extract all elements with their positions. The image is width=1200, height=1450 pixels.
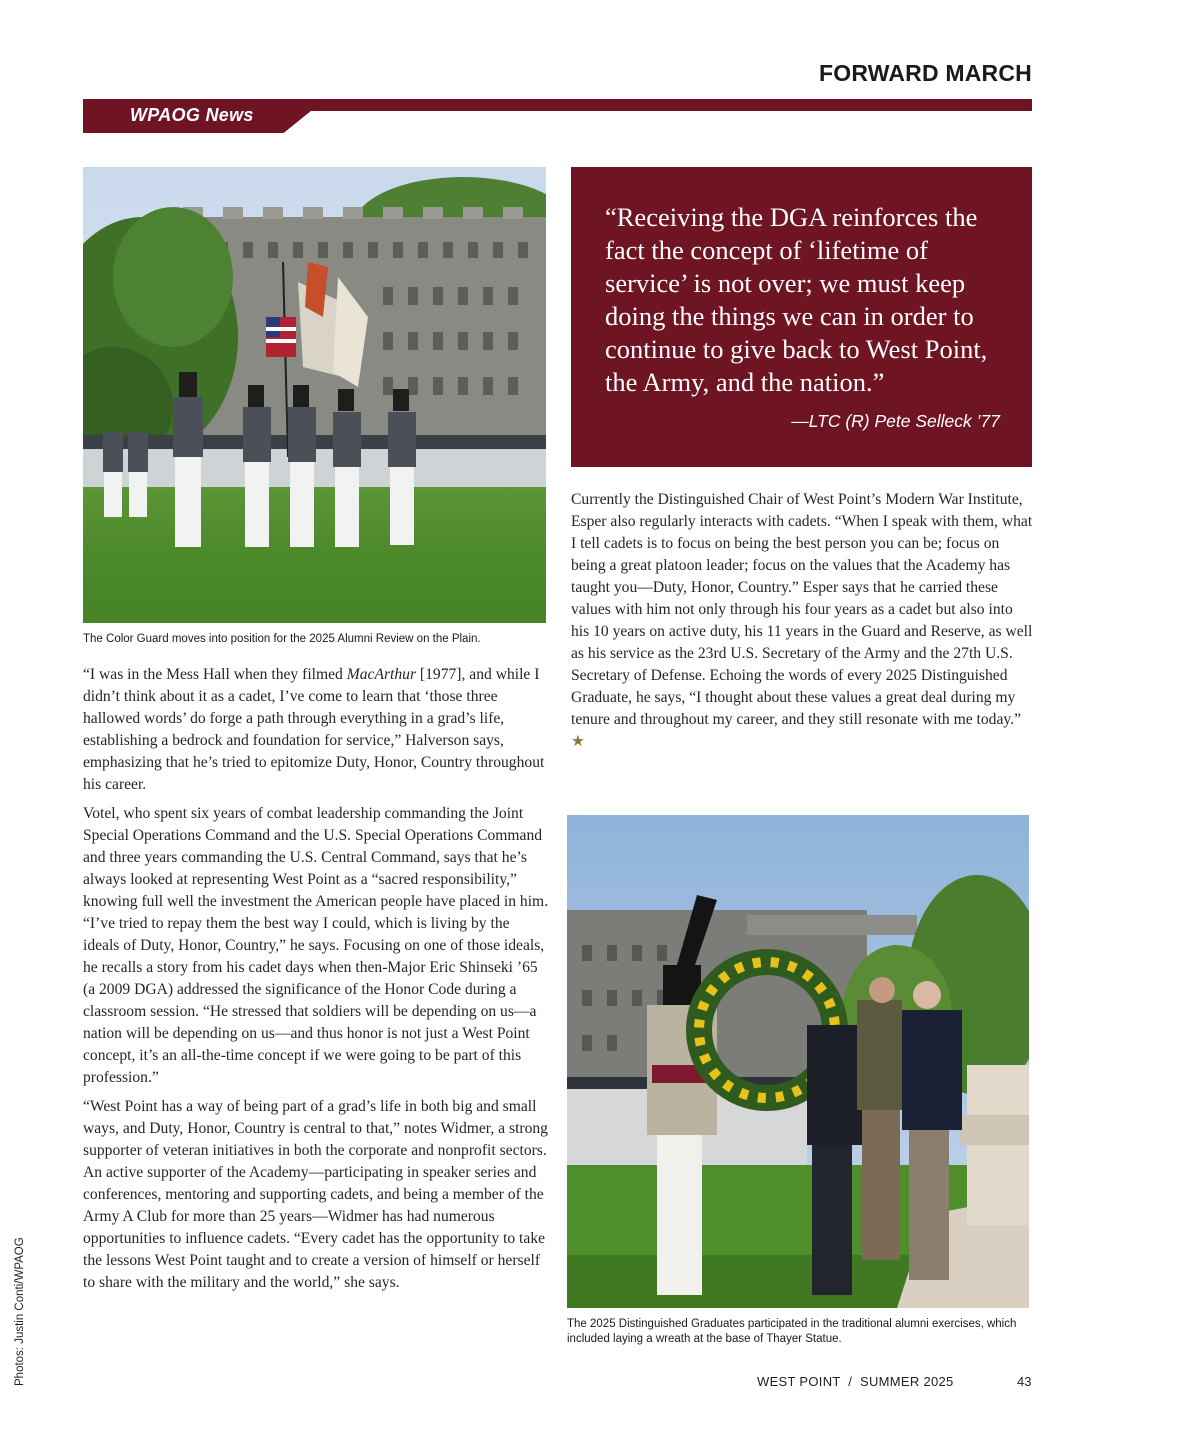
- wreath-laying-photo: [567, 815, 1029, 1308]
- color-guard-photo: [83, 167, 546, 623]
- paragraph-text: [1977], and while I didn’t think about it as a cadet, I’ve come to learn that ‘those three hallowed words’ do forge a path through everything in a grad’s life, establishing a bedrock and foundation for service,” Halverson says, emphasizing that he’s tried to epitomize Duty, Honor, Country throughout his career.: [83, 666, 545, 793]
- paragraph-text: Currently the Distinguished Chair of West Point’s Modern War Institute, Esper also regularly interacts with cadets. “When I speak with them, what I tell cadets is to focus on being the best person you can be; focus on being a great platoon leader; focus on the values that the Academy has taught you—Duty, Honor, Country.” Esper says that he carried these values with him not only through his four years as a cadet but also into his 10 years on active duty, his 11 years in the Guard and Reserve, as well as his service as the 23rd U.S. Secretary of the Army and the 27th U.S. Secretary of Defense. Echoing the words of every 2025 Distinguished Graduate, he says, “I thought about these values a great deal during my tenure and throughout my career, and they still resonate with me today.”: [571, 491, 1033, 728]
- left-column: [83, 664, 549, 1301]
- section-title: FORWARD MARCH: [819, 60, 1032, 86]
- pull-quote-text: “Receiving the DGA reinforces the fact the concept of ‘lifetime of service’ is not over; we must keep doing the things we can in order to continue to give back to West Point, the Army, and the nation.”: [605, 202, 988, 397]
- film-title: MacArthur: [346, 666, 417, 683]
- paragraph-votel: Votel, who spent six years of combat leadership commanding the Joint Special Operations Command and the U.S. Special Operations Command and three years commanding the U.S. Central Command, says that he’s always looked at representing West Point as a “sacred responsibility,” knowing full well the investment the American people have placed in him. “I’ve tried to repay them the best way I could, which is living by the ideals of Duty, Honor, Country,” he says. Focusing on one of those ideals, he recalls a story from his cadet days when then-Major Eric Shinseki ’65 (a 2009 DGA) addressed the significance of the Honor Code during a classroom session. “He stressed that soldiers will be depending on us—a nation will be depending on us—and thus honor is not just a West Point concept, it’s an all-the-time concept if we were going to be part of this profession.”: [83, 805, 549, 1086]
- page-number: 43: [1017, 1374, 1032, 1389]
- right-column: [571, 489, 1033, 760]
- wreath-caption: The 2025 Distinguished Graduates participated in the traditional alumni exercises, which included laying a wreath at the base of Thayer Statue.: [567, 1318, 1017, 1345]
- paragraph-text: “I was in the Mess Hall when they filmed: [83, 666, 347, 683]
- photo-credit: Photos: Justin Conti/WPAOG: [14, 1237, 26, 1386]
- color-guard-caption: The Color Guard moves into position for the 2025 Alumni Review on the Plain.: [83, 633, 481, 645]
- paragraph-widmer: “West Point has a way of being part of a grad’s life in both big and small ways, and Duty, Honor, Country is central to that,” notes Widmer, a strong supporter of veteran initiatives in both the corporate and nonprofit sectors. An active supporter of the Academy—participating in speaker series and conferences, mentoring and supporting cadets, and being a member of the Army A Club for more than 25 years—Widmer has had numerous opportunities to influence cadets. “Every cadet has the opportunity to take the lessons West Point taught and to create a version of himself or herself to share with the military and the world,” she says.: [83, 1098, 548, 1291]
- footer-publication: WEST POINT / SUMMER 2025: [757, 1374, 954, 1389]
- pull-quote-attribution: —LTC (R) Pete Selleck ’77: [791, 411, 1000, 431]
- paragraph-esper: [571, 489, 1033, 753]
- paragraph-halverson: [83, 664, 549, 796]
- end-star-icon: ★: [571, 733, 585, 750]
- pull-quote: [571, 167, 1032, 467]
- banner-label: WPAOG News: [130, 105, 254, 125]
